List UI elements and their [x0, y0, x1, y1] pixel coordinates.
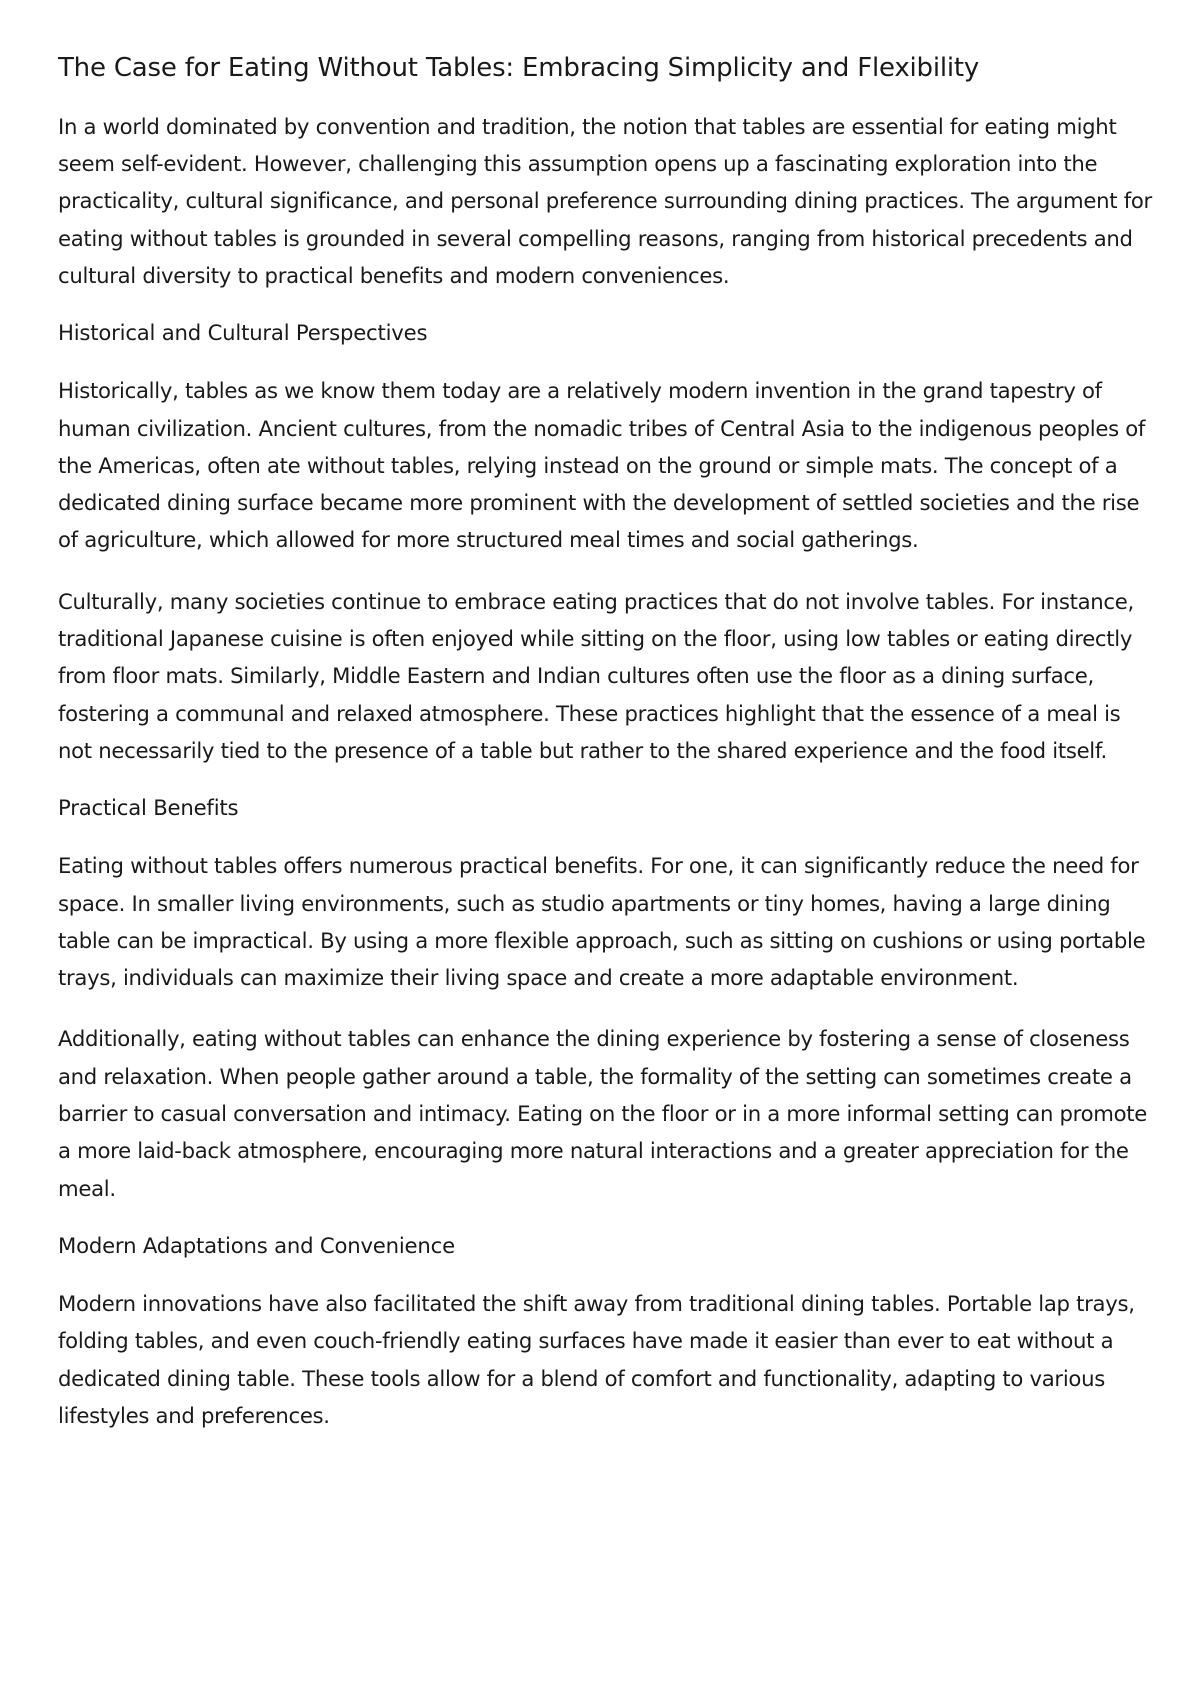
paragraph-historical-1: Historically, tables as we know them today are a relatively modern invention in the grand tapestry of human civilization. Ancient cultures, from the nomadic tribes of Central Asia to the indigenous peoples of the Americas, often ate without tables, relying instead on the ground or simple mats. The concept of a dedicated dining surface became more prominent with the development of settled societies and the rise of agriculture, which allowed for more structured meal times and social gatherings.	[58, 378, 1146, 553]
intro-paragraph: In a world dominated by convention and tradition, the notion that tables are essential for eating might seem self-evident. However, challenging this assumption opens up a fascinating exploration into the practicality, cultural significance, and personal preference surrounding dining practices. The argument for eating without tables is grounded in several compelling reasons, ranging from historical precedents and cultural diversity to practical benefits and modern conveniences.	[58, 113, 1152, 288]
section-heading-modern: Modern Adaptations and Convenience	[58, 1232, 455, 1258]
document-title: The Case for Eating Without Tables: Embracing Simplicity and Flexibility	[58, 53, 980, 83]
document-page	[58, 52, 1158, 1458]
paragraph-practical-1: Eating without tables offers numerous practical benefits. For one, it can significantly reduce the need for space. In smaller living environments, such as studio apartments or tiny homes, having a large dining table can be impractical. By using a more flexible approach, such as sitting on cushions or using portable trays, individuals can maximize their living space and create a more adaptable environment.	[58, 853, 1146, 991]
section-heading-practical: Practical Benefits	[58, 795, 239, 821]
paragraph-practical-2: Additionally, eating without tables can enhance the dining experience by fostering a sense of closeness and relaxation. When people gather around a table, the formality of the setting can sometimes create a barrier to casual conversation and intimacy. Eating on the floor or in a more informal setting can promote a more laid-back atmosphere, encouraging more natural interactions and a greater appreciation for the meal.	[58, 1026, 1148, 1201]
paragraph-historical-2: Culturally, many societies continue to embrace eating practices that do not involve tables. For instance, traditional Japanese cuisine is often enjoyed while sitting on the floor, using low tables or eating directly from floor mats. Similarly, Middle Eastern and Indian cultures often use the floor as a dining surface, fostering a communal and relaxed atmosphere. These practices highlight that the essence of a meal is not necessarily tied to the presence of a table but rather to the shared experience and the food itself.	[58, 588, 1134, 763]
paragraph-modern-1: Modern innovations have also facilitated the shift away from traditional dining tables. Portable lap trays, folding tables, and even couch-friendly eating surfaces have made it easier than ever to eat without a dedicated dining table. These tools allow for a blend of comfort and functionality, adapting to various lifestyles and preferences.	[58, 1290, 1135, 1428]
section-heading-historical: Historical and Cultural Perspectives	[58, 320, 428, 346]
